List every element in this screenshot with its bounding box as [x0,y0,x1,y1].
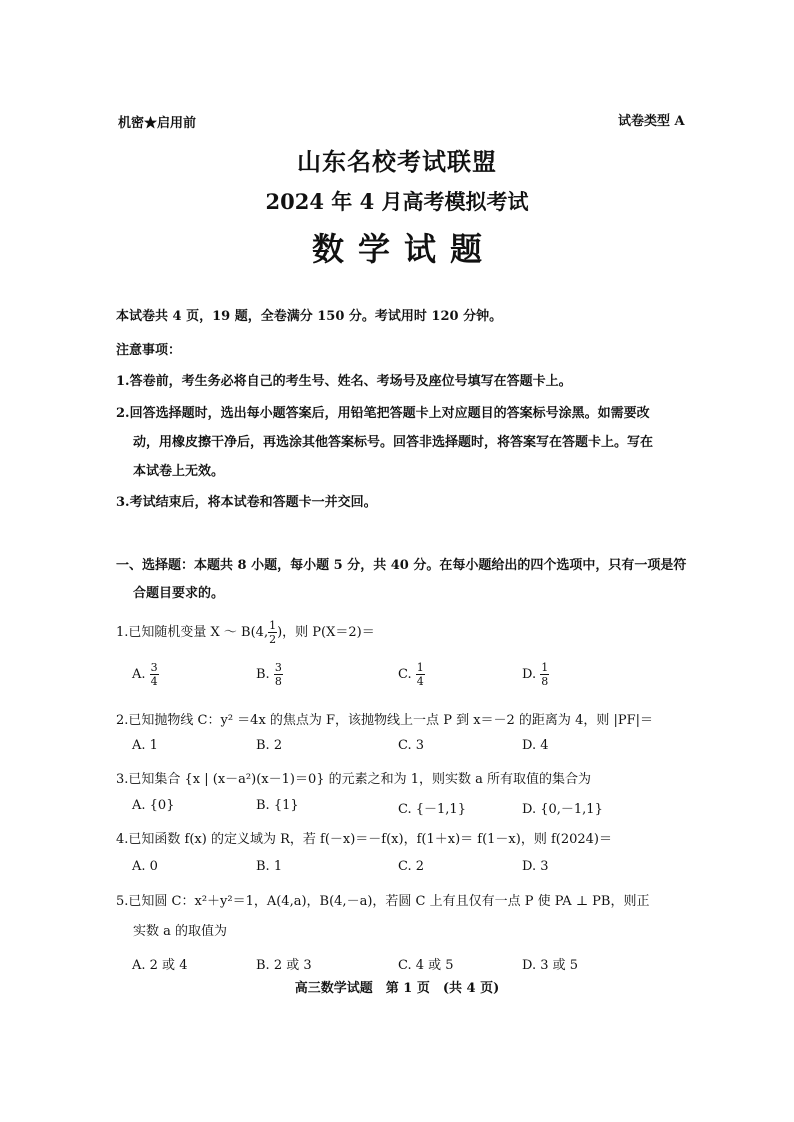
q3-option-d: D. {0,－1,1} [522,802,603,817]
q3-option-a: A. {0} [132,798,175,813]
q1-fraction [268,620,277,645]
q1-option-b-num: 3 [274,661,282,674]
q1-option-a-fraction [150,662,159,687]
q1-option-b-fraction [274,662,283,687]
q1-option-d-fraction [540,662,549,687]
question-3-stem: 3.已知集合 {x | (x－a²)(x－1)＝0} 的元素之和为 1，则实数 a 所有取值的集合为 [116,772,592,787]
q3-option-b: B. {1} [256,798,299,813]
confidential-label: 机密★启用前 [118,116,197,131]
q5-option-c: C. 4 或 5 [398,958,454,973]
note-2-line-3: 本试卷上无效。 [133,464,225,479]
q1-option-b-label: B. [256,667,270,682]
q1-option-c-den: 4 [416,675,424,688]
notes-heading: 注意事项： [116,343,182,358]
question-5-stem-cont: 实数 a 的取值为 [133,924,228,939]
q1-option-b [256,662,283,687]
q2-option-b: B. 2 [256,738,283,753]
q1-option-d-num: 1 [541,661,549,674]
note-3: 3.考试结束后，将本试卷和答题卡一并交回。 [116,495,377,510]
q5-option-d: D. 3 或 5 [522,958,579,973]
q1-option-d-den: 8 [541,675,549,688]
q4-option-d: D. 3 [522,859,549,874]
exam-intro: 本试卷共 4 页，19 题，全卷满分 150 分。考试用时 120 分钟。 [116,309,503,324]
q1-option-a [132,662,159,687]
paper-type-label: 试卷类型 A [618,114,685,129]
q1-fraction-den: 2 [269,633,277,646]
exam-organizer-title: 山东名校考试联盟 [297,147,497,176]
q1-fraction-num: 1 [269,619,277,632]
q1-option-c [398,662,425,687]
q2-option-a: A. 1 [132,738,158,753]
question-5-stem: 5.已知圆 C：x²＋y²＝1，A(4,a)，B(4,－a)，若圆 C 上有且仅有一点 P 使 PA ⊥ PB，则正 [116,894,650,909]
q1-option-a-num: 3 [150,661,158,674]
q3-option-c: C. {－1,1} [398,802,466,817]
q1-option-a-label: A. [132,667,146,682]
q4-option-b: B. 1 [256,859,283,874]
note-2-line-2: 动，用橡皮擦干净后，再选涂其他答案标号。回答非选择题时，将答案写在答题卡上。写在 [133,435,654,450]
q1-option-a-den: 4 [150,675,158,688]
q2-option-d: D. 4 [522,738,549,753]
q1-stem-pre: 1.已知随机变量 X ～ B(4, [116,625,269,640]
section-1-heading-cont: 合题目要求的。 [133,586,225,601]
question-4-stem: 4.已知函数 f(x) 的定义域为 R，若 f(－x)＝－f(x)，f(1＋x)＝ f(1－x)，则 f(2024)＝ [116,832,612,847]
q1-option-c-label: C. [398,667,412,682]
q5-option-a: A. 2 或 4 [132,958,188,973]
q1-option-c-fraction [416,662,425,687]
note-2-line-1: 2.回答选择题时，选出每小题答案后，用铅笔把答题卡上对应题目的答案标号涂黑。如需要改 [116,406,650,421]
q1-option-c-num: 1 [416,661,424,674]
q1-stem-post: )，则 P(X＝2)＝ [277,625,375,640]
exam-date-title: 2024 年 4 月高考模拟考试 [265,189,529,214]
q4-option-c: C. 2 [398,859,425,874]
q4-option-a: A. 0 [132,859,158,874]
page-footer: 高三数学试题 第 1 页 (共 4 页) [294,981,500,996]
q1-option-d-label: D. [522,667,537,682]
q1-option-b-den: 8 [274,675,282,688]
question-2-stem: 2.已知抛物线 C：y² ＝4x 的焦点为 F，该抛物线上一点 P 到 x＝－2 的距离为 4，则 |PF|＝ [116,713,653,728]
q1-option-d [522,662,549,687]
section-1-heading: 一、选择题：本题共 8 小题，每小题 5 分，共 40 分。在每小题给出的四个选项中，只有一项是符 [116,558,687,573]
subject-title: 数学试题 [311,230,496,268]
q5-option-b: B. 2 或 3 [256,958,312,973]
q2-option-c: C. 3 [398,738,425,753]
note-1: 1.答卷前，考生务必将自己的考生号、姓名、考场号及座位号填写在答题卡上。 [116,374,572,389]
question-1-stem [116,620,375,645]
